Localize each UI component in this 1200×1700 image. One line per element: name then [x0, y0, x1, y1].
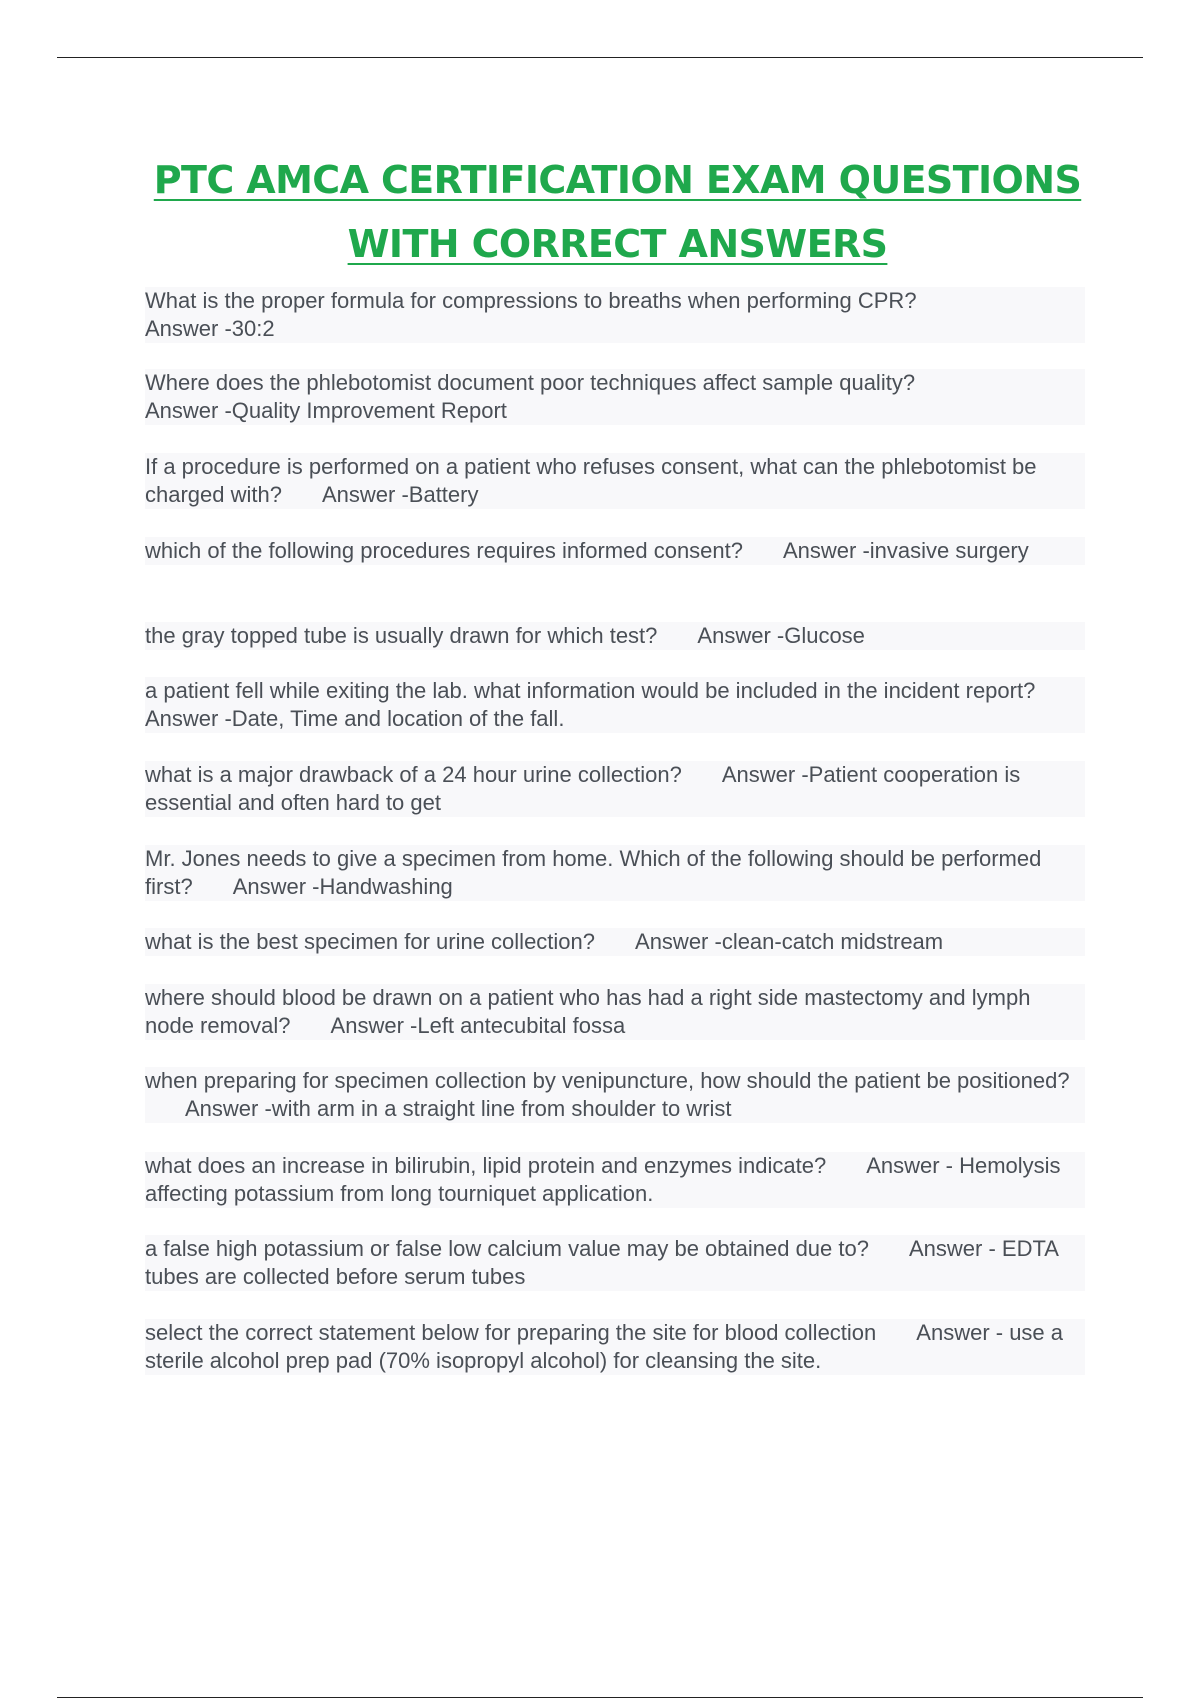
title-line-2: WITH CORRECT ANSWERS — [347, 222, 888, 266]
qa-item — [145, 1235, 1085, 1291]
top-rule — [57, 57, 1143, 58]
qa-item — [145, 984, 1085, 1040]
question-text: If a procedure is performed on a patient who refuses consent, what can the phlebotomist be charged with? — [145, 454, 1037, 507]
qa-item — [145, 761, 1085, 817]
answer-text: Answer -Patient cooperation is essential and often hard to get — [145, 762, 1021, 815]
question-text: a false high potassium or false low calcium value may be obtained due to? — [145, 1236, 869, 1261]
qa-item — [145, 453, 1085, 509]
answer-text: Answer -Quality Improvement Report — [145, 398, 507, 423]
question-text: Where does the phlebotomist document poor techniques affect sample quality? — [145, 370, 916, 395]
answer-text: Answer -with arm in a straight line from shoulder to wrist — [185, 1096, 732, 1121]
answer-text: Answer -Battery — [321, 482, 479, 507]
question-text: What is the proper formula for compressions to breaths when performing CPR? — [145, 288, 917, 313]
question-text: a patient fell while exiting the lab. what information would be included in the incident report? — [145, 678, 1036, 703]
qa-item — [145, 845, 1085, 901]
answer-text: Answer -invasive surgery — [783, 538, 1029, 563]
qa-item — [145, 1319, 1085, 1375]
answer-text: Answer -Glucose — [697, 623, 865, 648]
question-text: Mr. Jones needs to give a specimen from home. Which of the following should be performed first? — [145, 846, 1042, 899]
question-text: what is a major drawback of a 24 hour urine collection? — [145, 762, 682, 787]
qa-item — [145, 677, 1085, 733]
answer-text: Answer -Handwashing — [232, 874, 453, 899]
question-text: the gray topped tube is usually drawn for which test? — [145, 623, 658, 648]
qa-item — [145, 622, 1085, 650]
answer-text: Answer -30:2 — [145, 316, 275, 341]
qa-item — [145, 537, 1085, 565]
answer-text: Answer -Left antecubital fossa — [330, 1013, 626, 1038]
qa-item — [145, 287, 1085, 343]
document-title — [0, 148, 1200, 276]
question-text: where should blood be drawn on a patient who has had a right side mastectomy and lymph node removal? — [145, 985, 1031, 1038]
qa-item — [145, 1152, 1085, 1208]
bottom-rule — [57, 1697, 1143, 1698]
answer-text: Answer - EDTA tubes are collected before serum tubes — [145, 1236, 1058, 1289]
answer-text: Answer - Hemolysis affecting potassium from long tourniquet application. — [145, 1153, 1061, 1206]
answer-text: Answer -clean-catch midstream — [635, 929, 944, 954]
title-line-1: PTC AMCA CERTIFICATION EXAM QUESTIONS — [153, 158, 1082, 202]
question-text: what is the best specimen for urine collection? — [145, 929, 596, 954]
answer-text: Answer - use a sterile alcohol prep pad (70% isopropyl alcohol) for cleansing the site. — [145, 1320, 1064, 1373]
question-text: select the correct statement below for preparing the site for blood collection — [145, 1320, 877, 1345]
qa-item — [145, 369, 1085, 425]
answer-text: Answer -Date, Time and location of the fall. — [145, 706, 565, 731]
qa-item — [145, 928, 1085, 956]
question-text: what does an increase in bilirubin, lipid protein and enzymes indicate? — [145, 1153, 827, 1178]
qa-item — [145, 1067, 1085, 1123]
question-text: when preparing for specimen collection by venipuncture, how should the patient be positioned? — [145, 1068, 1070, 1093]
question-text: which of the following procedures requires informed consent? — [145, 538, 743, 563]
